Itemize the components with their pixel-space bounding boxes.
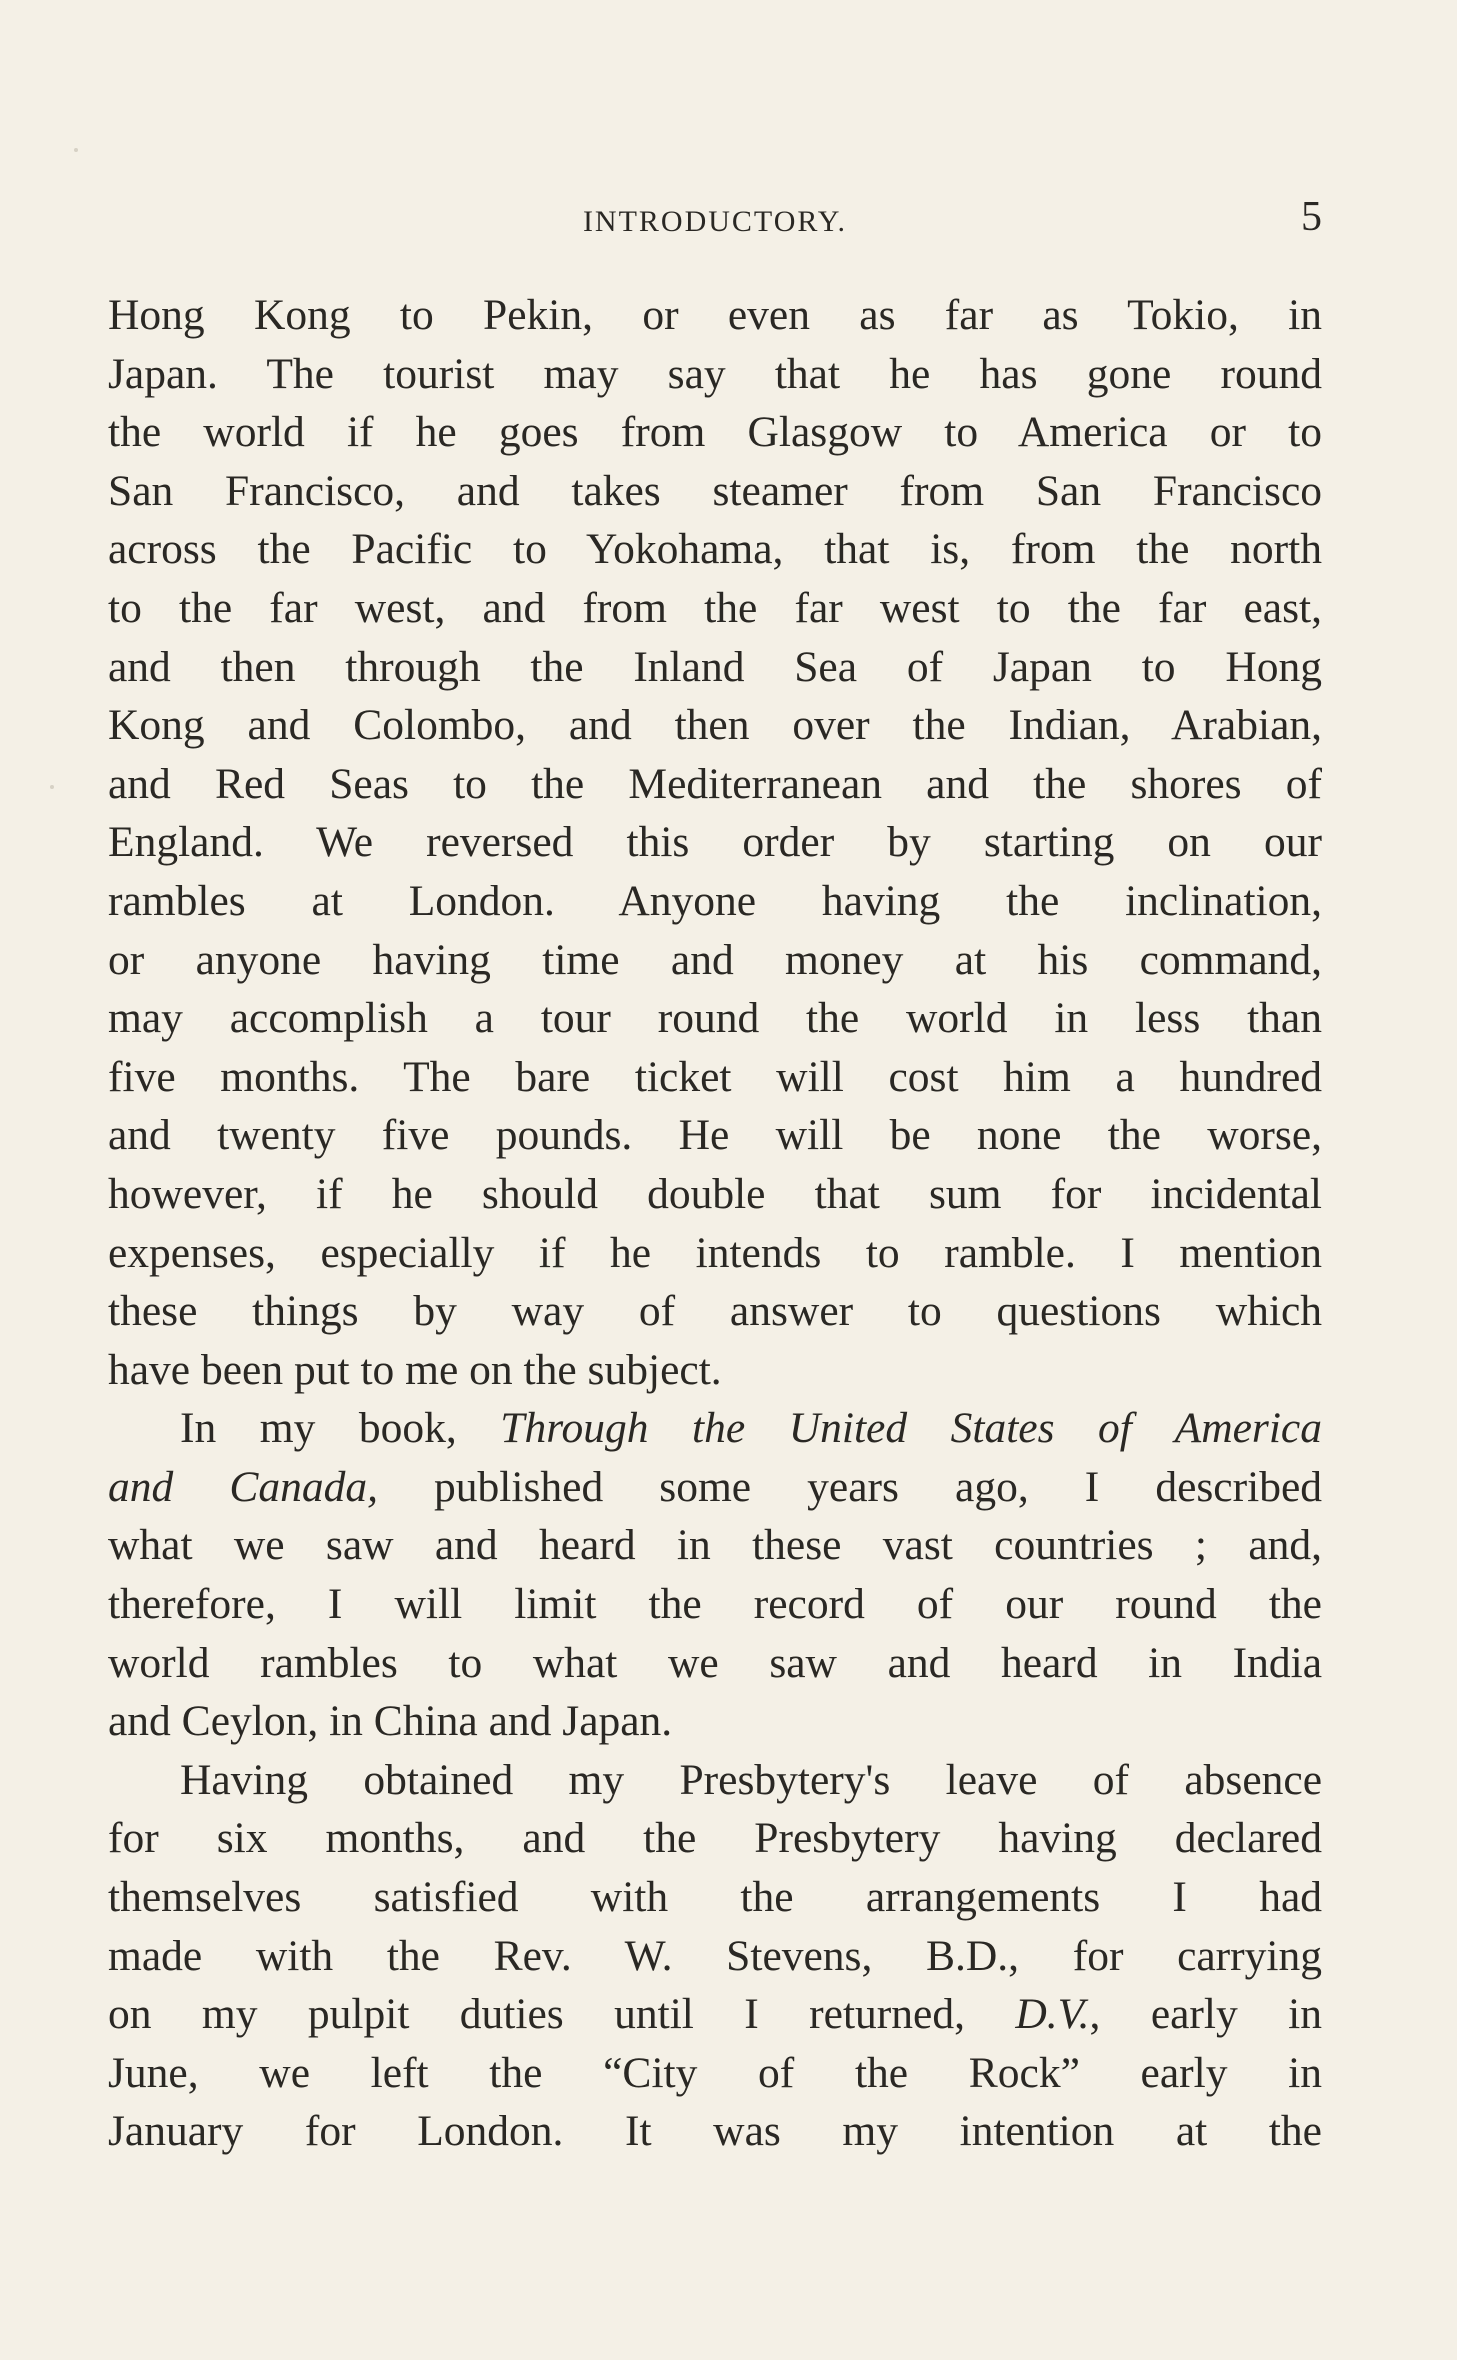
text-run: , early in <box>1089 1990 1322 2039</box>
text-line: have been put to me on the subject. <box>108 1345 722 1394</box>
text-line: however, if he should double that sum for incidental <box>108 1169 1322 1218</box>
text-line: these things by way of answer to questions which <box>108 1287 1322 1336</box>
book-title-italic: Through the United States of America <box>500 1404 1322 1453</box>
paragraph-1 <box>108 286 1322 1399</box>
text-line: expenses, especially if he intends to ramble. I mention <box>108 1228 1322 1277</box>
abbreviation-italic: D.V. <box>1015 1990 1090 2039</box>
text-line: across the Pacific to Yokohama, that is, from the north <box>108 525 1322 574</box>
text-run: on my pulpit duties until I returned, <box>108 1990 1016 2039</box>
text-line: five months. The bare ticket will cost him a hundred <box>108 1052 1322 1101</box>
scan-speck <box>50 785 54 789</box>
text-line: San Francisco, and takes steamer from San Francisco <box>108 466 1322 515</box>
text-line: rambles at London. Anyone having the inclination, <box>108 876 1322 925</box>
text-line <box>108 1985 1322 2044</box>
body-text <box>108 286 1322 2161</box>
text-line: to the far west, and from the far west to the far east, <box>108 583 1322 632</box>
text-line: and then through the Inland Sea of Japan to Hong <box>108 642 1322 691</box>
text-line: therefore, I will limit the record of our round the <box>108 1580 1322 1629</box>
text-line: Kong and Colombo, and then over the Indian, Arabian, <box>108 701 1322 750</box>
text-line: world rambles to what we saw and heard in India <box>108 1638 1322 1687</box>
text-line: Hong Kong to Pekin, or even as far as Tokio, in <box>108 291 1322 339</box>
paragraph-2 <box>108 1399 1322 1751</box>
running-title: INTRODUCTORY. <box>582 205 848 238</box>
text-line: or anyone having time and money at his command, <box>108 935 1322 984</box>
running-header <box>108 193 1322 253</box>
text-line: made with the Rev. W. Stevens, B.D., for carrying <box>108 1931 1322 1980</box>
text-run: published some years ago, I described <box>377 1462 1322 1511</box>
paragraph-3 <box>108 1751 1322 2161</box>
text-line: and twenty five pounds. He will be none the worse, <box>108 1111 1322 1160</box>
text-line: Having obtained my Presbytery's leave of absence <box>180 1755 1322 1804</box>
page-number: 5 <box>1301 194 1322 240</box>
text-line <box>108 1458 1322 1517</box>
text-line: and Red Seas to the Mediterranean and the shores of <box>108 759 1322 808</box>
text-line: themselves satisfied with the arrangements I had <box>108 1873 1322 1922</box>
text-line: Japan. The tourist may say that he has gone round <box>108 349 1322 398</box>
text-line: for six months, and the Presbytery having declared <box>108 1814 1322 1863</box>
text-line: England. We reversed this order by starting on our <box>108 818 1322 867</box>
text-line: what we saw and heard in these vast countries ; and, <box>108 1521 1322 1570</box>
book-title-italic: and Canada, <box>108 1462 378 1511</box>
scan-speck <box>74 148 78 152</box>
text-line: the world if he goes from Glasgow to America or to <box>108 408 1322 457</box>
text-line: June, we left the “City of the Rock” early in <box>108 2048 1322 2097</box>
text-run: In my book, <box>180 1404 501 1453</box>
text-line: may accomplish a tour round the world in less than <box>108 994 1322 1043</box>
text-line <box>108 1399 1322 1458</box>
text-line: January for London. It was my intention at the <box>108 2107 1322 2156</box>
text-line: and Ceylon, in China and Japan. <box>108 1697 673 1746</box>
